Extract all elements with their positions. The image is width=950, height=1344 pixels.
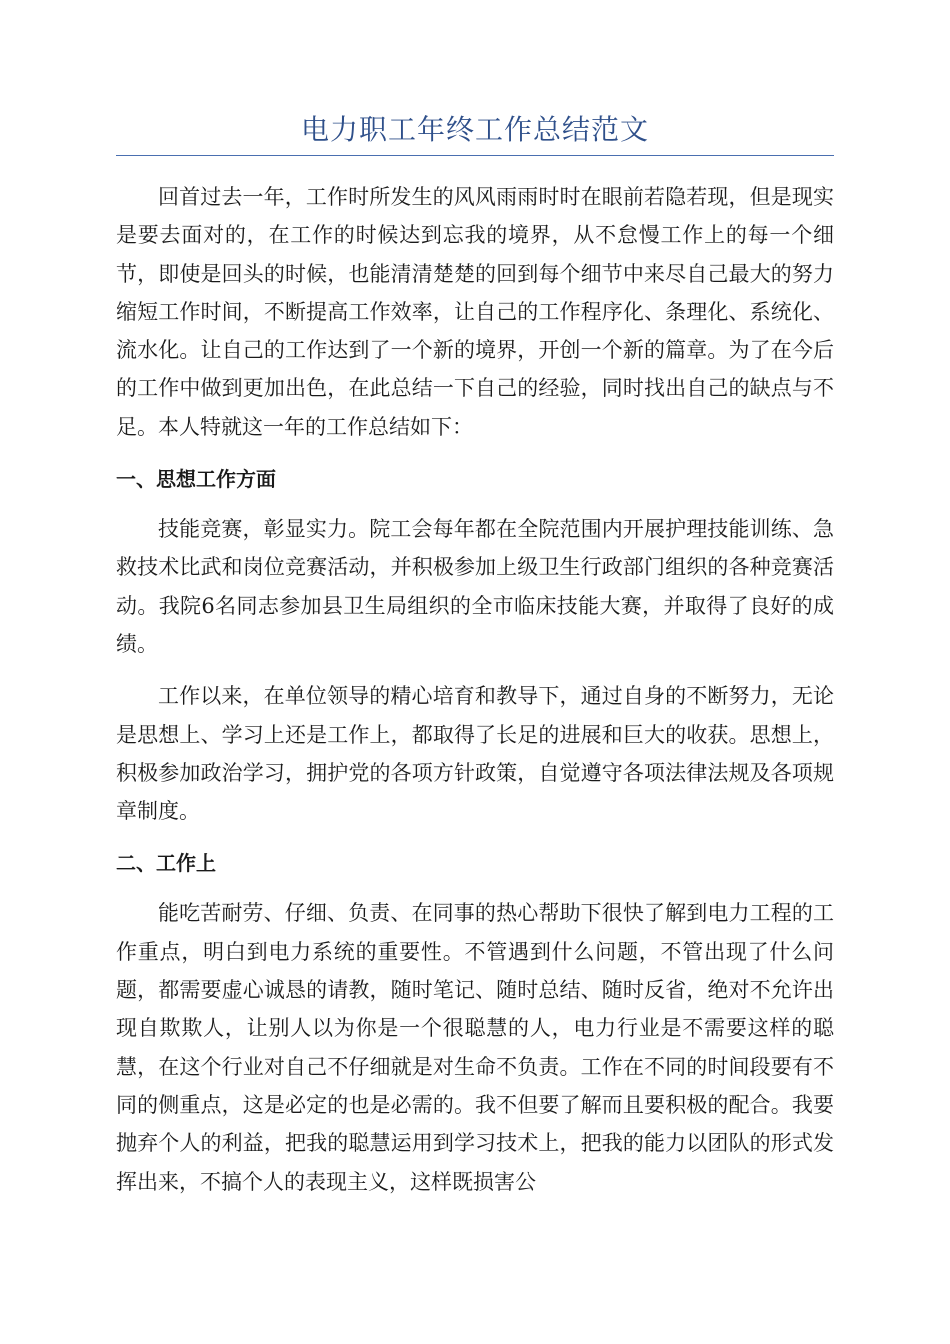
section-paragraph: 工作以来，在单位领导的精心培育和教导下，通过自身的不断努力，无论是思想上、学习上还是工作上，都取得了长足的进展和巨大的收获。思想上，积极参加政治学习，拥护党的各项方针政策，自觉遵守各项法律法规及各项规章制度。 <box>116 684 834 824</box>
section-paragraph: 技能竞赛，彰显实力。院工会每年都在全院范围内开展护理技能训练、急救技术比武和岗位竞赛活动，并积极参加上级卫生行政部门组织的各种竞赛活动。我院6名同志参加县卫生局组织的全市临床技能大赛，并取得了良好的成绩。 <box>116 517 834 656</box>
section-heading-work: 二、工作上 <box>116 851 216 876</box>
intro-paragraph: 回首过去一年，工作时所发生的风风雨雨时时在眼前若隐若现，但是现实是要去面对的，在工作的时候达到忘我的境界，从不怠慢工作上的每一个细节，即使是回头的时候，也能清清楚楚的回到每个细节中来尽自己最大的努力缩短工作时间，不断提高工作效率，让自己的工作程序化、条理化、系统化、流水化。让自己的工作达到了一个新的境界，开创一个新的篇章。为了在今后的工作中做到更加出色，在此总结一下自己的经验，同时找出自己的缺点与不足。本人特就这一年的工作总结如下： <box>116 185 834 439</box>
section-paragraph: 能吃苦耐劳、仔细、负责、在同事的热心帮助下很快了解到电力工程的工作重点，明白到电力系统的重要性。不管遇到什么问题，不管出现了什么问题，都需要虚心诚恳的请教，随时笔记、随时总结、随时反省，绝对不允许出现自欺欺人，让别人以为你是一个很聪慧的人，电力行业是不需要这样的聪慧，在这个行业对自己不仔细就是对生命不负责。工作在不同的时间段要有不同的侧重点，这是必定的也是必需的。我不但要了解而且要积极的配合。我要抛弃个人的利益，把我的聪慧运用到学习技术上，把我的能力以团队的形式发挥出来，不搞个人的表现主义，这样既损害公 <box>116 901 834 1194</box>
paragraph-spacer <box>116 663 834 677</box>
document-page <box>116 108 834 1201</box>
title-underline <box>116 155 834 156</box>
section-heading-thought: 一、思想工作方面 <box>116 467 276 492</box>
document-title: 电力职工年终工作总结范文 <box>300 113 649 146</box>
